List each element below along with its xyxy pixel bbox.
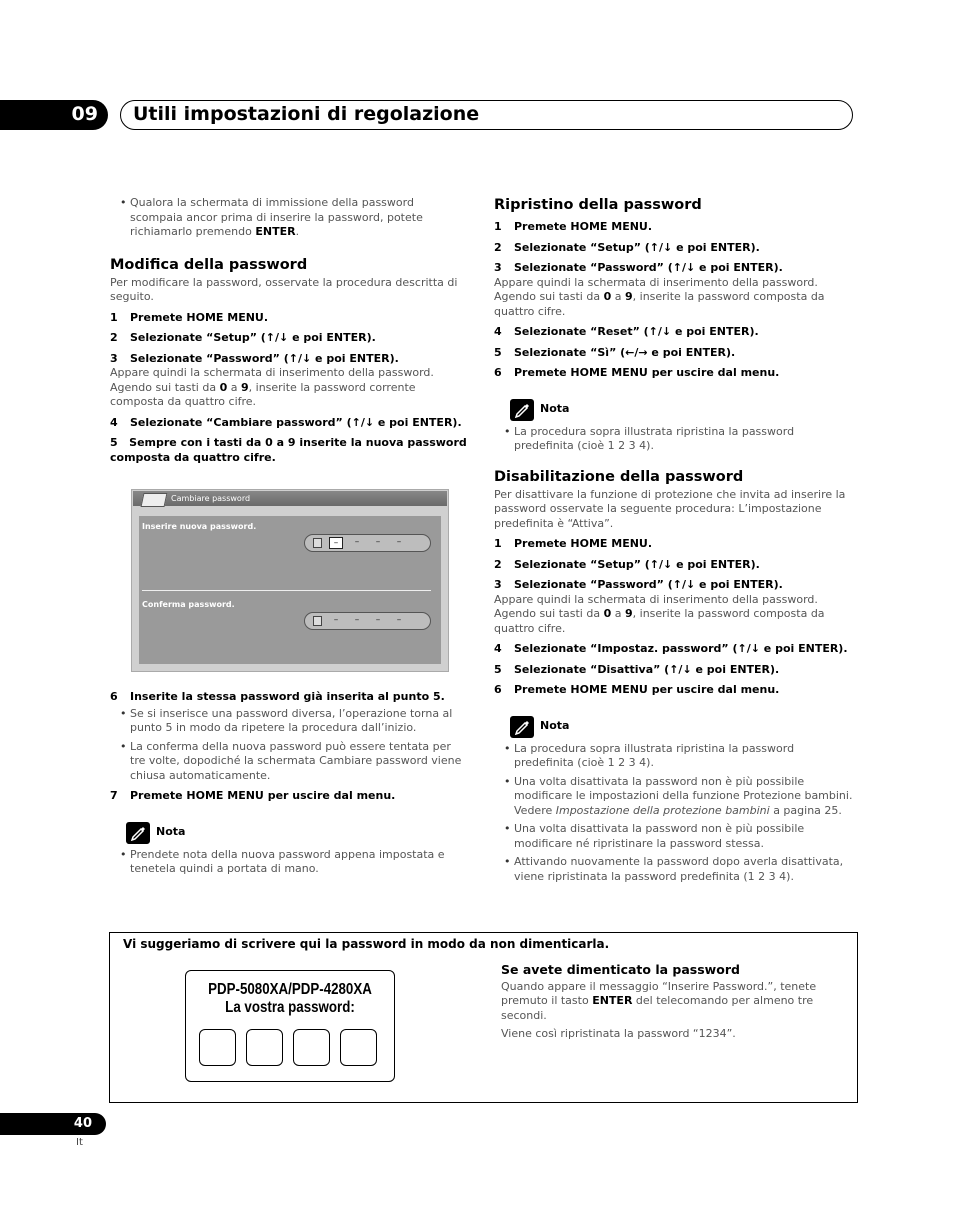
disable-step-4: 4 Selezionate “Impostaz. password” (↑/↓ e poi ENTER). xyxy=(494,642,848,655)
reset-step-3: 3 Selezionate “Password” (↑/↓ e poi ENTER). xyxy=(494,261,783,274)
password-card xyxy=(185,970,395,1082)
disable-intro: Per disattivare la funzione di protezione che invita ad inserire la password osservate la seguente procedura: L’impostazione predefinita è “Attiva”. xyxy=(494,487,846,530)
note-pencil-icon xyxy=(510,399,534,421)
step-6-bullet-1: • Se si inserisce una password diversa, l’operazione torna al punto 5 in modo da ripetere la procedura dall’inizio. xyxy=(110,707,468,736)
screen-titlebar xyxy=(133,491,447,506)
screen-panel xyxy=(139,516,441,664)
chapter-title-box xyxy=(120,100,853,130)
password-box-2 xyxy=(246,1029,283,1066)
password-digit-2[interactable]: – xyxy=(354,537,360,547)
password-digit-1[interactable]: – xyxy=(329,537,343,549)
intro-bullet: • Qualora la schermata di immissione della password scompaia ancor prima di inserire la password, potete richiamarlo premendo ENTER. xyxy=(110,196,468,240)
disable-note-bullet-2: • Una volta disattivata la password non è più possibile modificare le impostazioni della funzione Protezione bambini. Vedere Impostazione della protezione bambini a pagina 25. xyxy=(494,775,856,819)
change-password-screen xyxy=(131,489,449,672)
left-column xyxy=(110,196,468,881)
step-1: 1 Premete HOME MENU. xyxy=(110,310,269,324)
forgot-heading: Se avete dimenticato la password xyxy=(501,962,740,977)
note-pencil-icon xyxy=(126,822,150,844)
note-header xyxy=(126,822,468,844)
note-pencil-icon xyxy=(510,716,534,738)
password-box-3 xyxy=(293,1029,330,1066)
disable-step-6: 6 Premete HOME MENU per uscire dal menu. xyxy=(494,683,780,696)
step-3-description: Appare quindi la schermata di inserimento della password. Agendo sui tasti da 0 a 9, inserite la password corrente composta da quattro cifre. xyxy=(110,366,434,408)
forgot-text: Quando appare il messaggio “Inserire Password.”, tenete premuto il tasto ENTER del telecomando per almeno tre secondi. xyxy=(501,979,817,1022)
password-boxes xyxy=(199,1029,377,1066)
reset-note-header xyxy=(510,399,856,421)
reset-note-bullet: • La procedura sopra illustrata ripristina la password predefinita (cioè 1 2 3 4). xyxy=(494,425,856,454)
reset-step-5: 5 Selezionate “Sì” (←/→ e poi ENTER). xyxy=(494,345,736,359)
new-password-label: Inserire nuova password. xyxy=(142,522,257,531)
password-digit-4[interactable]: – xyxy=(396,537,402,547)
step-3: 3 Selezionate “Password” (↑/↓ e poi ENTER). xyxy=(110,351,399,365)
reset-heading: Ripristino della password xyxy=(494,197,702,213)
new-password-field[interactable] xyxy=(304,534,431,552)
step-6-bullet-2: • La conferma della nuova password può essere tentata per tre volte, dopodiché la schermata Cambiare password viene chiusa automaticamente. xyxy=(110,740,468,784)
modify-intro: Per modificare la password, osservate la procedura descritta di seguito. xyxy=(110,275,458,303)
disable-step-1: 1 Premete HOME MENU. xyxy=(494,537,653,550)
password-box-4 xyxy=(340,1029,377,1066)
reset-step-4: 4 Selezionate “Reset” (↑/↓ e poi ENTER). xyxy=(494,325,759,338)
confirm-digit-1[interactable]: – xyxy=(333,615,339,625)
forgot-password-section xyxy=(501,963,831,1048)
language-code: It xyxy=(76,1137,83,1148)
disable-step-3-description: Appare quindi la schermata di inserimento della password. Agendo sui tasti da 0 a 9, inserite la password composta da quattro cifre. xyxy=(494,592,825,635)
disable-note-bullet-3: • Una volta disattivata la password non è più possibile modificare né ripristinare la password stessa. xyxy=(494,822,856,851)
screen-divider xyxy=(142,590,431,591)
step-6: 6 Inserite la stessa password già inserita al punto 5. xyxy=(110,690,445,703)
disable-note-bullet-1: • La procedura sopra illustrata ripristina la password predefinita (cioè 1 2 3 4). xyxy=(494,742,856,771)
confirm-digit-3[interactable]: – xyxy=(375,615,381,625)
password-memo-box xyxy=(109,932,858,1103)
reset-step-1: 1 Premete HOME MENU. xyxy=(494,220,653,233)
password-card-title xyxy=(201,981,380,1017)
step-2: 2 Selezionate “Setup” (↑/↓ e poi ENTER). xyxy=(110,331,376,344)
right-column xyxy=(494,196,856,888)
password-digit-3[interactable]: – xyxy=(375,537,381,547)
confirm-password-label: Conferma password. xyxy=(142,600,235,609)
card-password-line: La vostra password: xyxy=(225,999,355,1016)
modify-heading: Modifica della password xyxy=(110,256,308,273)
screen-title: Cambiare password xyxy=(171,494,251,503)
reset-step-6: 6 Premete HOME MENU per uscire dal menu. xyxy=(494,366,780,379)
step-7: 7 Premete HOME MENU per uscire dal menu. xyxy=(110,789,396,802)
confirm-digit-4[interactable]: – xyxy=(396,615,402,625)
menu-book-icon xyxy=(141,493,168,507)
confirm-password-field[interactable] xyxy=(304,612,431,630)
chapter-badge xyxy=(0,100,108,130)
step-5: 5 Sempre con i tasti da 0 a 9 inserite la nuova password composta da quattro cifre. xyxy=(110,436,467,464)
card-model-line: PDP-5080XA/PDP-4280XA xyxy=(208,981,372,998)
step-4: 4 Selezionate “Cambiare password” (↑/↓ e poi ENTER). xyxy=(110,415,462,429)
keypad-icon xyxy=(313,616,322,626)
page-number-badge xyxy=(0,1113,106,1135)
disable-step-5: 5 Selezionate “Disattiva” (↑/↓ e poi ENTER). xyxy=(494,662,780,676)
reset-step-2: 2 Selezionate “Setup” (↑/↓ e poi ENTER). xyxy=(494,240,760,254)
disable-heading: Disabilitazione della password xyxy=(494,468,744,485)
note-bullet: • Prendete nota della nuova password appena impostata e tenetela quindi a portata di mano. xyxy=(110,848,468,877)
chapter-number: 09 xyxy=(71,103,98,125)
forgot-text-2: Viene così ripristinata la password “1234”. xyxy=(501,1027,736,1040)
confirm-digit-2[interactable]: – xyxy=(354,615,360,625)
memo-title: Vi suggeriamo di scrivere qui la password in modo da non dimenticarla. xyxy=(123,937,610,951)
note-label: Nota xyxy=(156,825,186,839)
reset-step-3-description: Appare quindi la schermata di inserimento della password. Agendo sui tasti da 0 a 9, inserite la password composta da quattro cifre. xyxy=(494,275,825,318)
password-box-1 xyxy=(199,1029,236,1066)
disable-step-2: 2 Selezionate “Setup” (↑/↓ e poi ENTER). xyxy=(494,557,760,571)
disable-step-3: 3 Selezionate “Password” (↑/↓ e poi ENTER). xyxy=(494,578,783,591)
note-label: Nota xyxy=(540,402,570,416)
disable-note-bullet-4: • Attivando nuovamente la password dopo averla disattivata, viene ripristinata la password predefinita (1 2 3 4). xyxy=(494,855,856,884)
page-number: 40 xyxy=(73,1116,92,1131)
keypad-icon xyxy=(313,538,322,548)
disable-note-header xyxy=(510,716,856,738)
note-label: Nota xyxy=(540,719,570,733)
chapter-title: Utili impostazioni di regolazione xyxy=(133,103,480,125)
